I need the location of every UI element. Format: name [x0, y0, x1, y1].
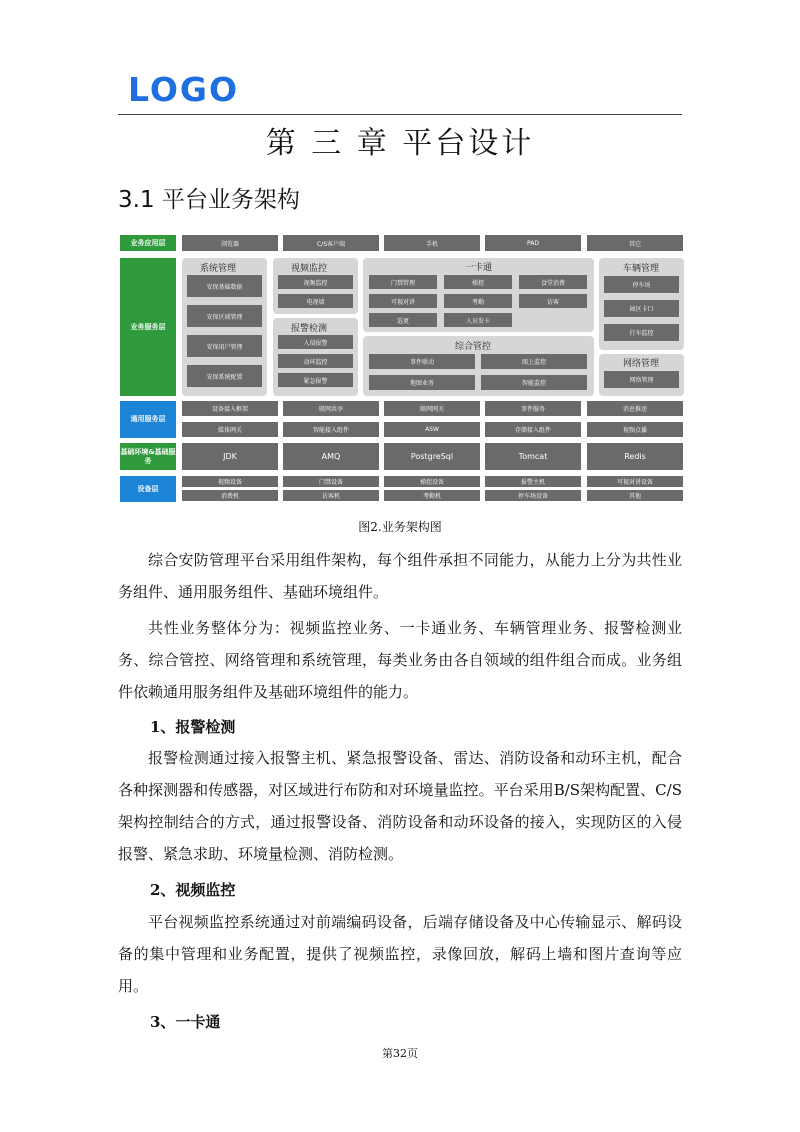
group-item: 人员发卡 [444, 313, 512, 327]
group-item: 安保系统配置 [187, 365, 262, 387]
group-item: 动环监控 [278, 354, 353, 368]
layer-label-app: 业务应用层 [120, 235, 176, 251]
app-item: C/S客户端 [283, 235, 379, 251]
device-item: 梯控设备 [384, 476, 480, 487]
app-item: 浏览器 [182, 235, 278, 251]
common-item: 智能接入组件 [283, 422, 379, 437]
heading-alarm-detection: 1、报警检测 [150, 718, 236, 736]
figure-caption: 图2.业务架构图 [358, 520, 442, 534]
layer-label-common: 通用服务层 [120, 401, 176, 438]
group-item: 入侵报警 [278, 335, 353, 349]
common-item: 存储接入组件 [485, 422, 581, 437]
app-item: PAD [485, 235, 581, 251]
paragraph-intro: 综合安防管理平台采用组件架构，每个组件承担不同能力，从能力上分为共性业务组件、通用服务组件、基础环境组件。 [118, 551, 682, 601]
paragraph-business-overview: 共性业务整体分为：视频监控业务、一卡通业务、车辆管理业务、报警检测业务、综合管控、网络管理和系统管理，每类业务由各自领域的组件组合而成。业务组件依赖通用服务组件及基础环境组件的能力。 [118, 619, 682, 701]
device-item: 可视对讲设备 [587, 476, 683, 487]
group-item: 食堂消费 [519, 275, 587, 289]
group-alarm-detection [273, 318, 358, 396]
group-item: 电视墙 [278, 294, 353, 308]
group-title: 车辆管理 [623, 264, 660, 274]
logo: LOGO [128, 70, 240, 109]
common-item: 设备接入框架 [182, 401, 278, 416]
device-item: 停车场设备 [485, 490, 581, 501]
group-item: 安保基础数据 [187, 275, 262, 297]
device-item: 考勤机 [384, 490, 480, 501]
architecture-diagram [120, 235, 685, 503]
section-title: 3.1 平台业务架构 [118, 187, 300, 213]
heading-video-monitoring: 2、视频监控 [150, 881, 236, 899]
group-item: 可视对讲 [369, 294, 437, 308]
group-item: 图上监控 [481, 354, 587, 369]
group-item: 视频监控 [278, 275, 353, 289]
common-item: 媒体网关 [182, 422, 278, 437]
group-title: 视频监控 [291, 264, 328, 274]
group-item: 安保用户管理 [187, 335, 262, 357]
group-title: 报警检测 [291, 324, 328, 334]
group-item: 巡更 [369, 313, 437, 327]
base-item: AMQ [283, 443, 379, 470]
group-vehicle-management [599, 258, 684, 350]
page-number: 第32页 [382, 1047, 418, 1060]
group-item: 紧急报警 [278, 373, 353, 387]
group-item: 安保区域管理 [187, 305, 262, 327]
group-video-monitoring [273, 258, 358, 314]
group-one-card [363, 258, 594, 332]
layer-label-base: 基础环境&基础服务 [120, 443, 176, 470]
group-item: 梯控 [444, 275, 512, 289]
group-title: 网络管理 [623, 359, 660, 369]
app-item: 其它 [587, 235, 683, 251]
device-item: 报警主机 [485, 476, 581, 487]
common-item: ASW [384, 422, 480, 437]
base-item: JDK [182, 443, 278, 470]
device-item: 访客机 [283, 490, 379, 501]
group-item: 访客 [519, 294, 587, 308]
group-item: 网络管理 [604, 371, 679, 388]
paragraph-alarm-detection: 报警检测通过接入报警主机、紧急报警设备、雷达、消防设备和动环主机，配合各种探测器和传感器，对区域进行布防和对环境量监控。平台采用B/S架构配置、C/S 架构控制结合的方式，通过报警设备、消防设备和动环设备的接入，实现防区的入侵报警、紧急求助、环境量检测、消防检测。 [118, 749, 682, 863]
group-system-management [182, 258, 267, 396]
base-item: Redis [587, 443, 683, 470]
common-item: 事件服务 [485, 401, 581, 416]
group-title: 系统管理 [200, 264, 237, 274]
device-item: 门禁设备 [283, 476, 379, 487]
group-item: 停车场 [604, 276, 679, 293]
common-item: 视频点播 [587, 422, 683, 437]
common-item: 联网网关 [384, 401, 480, 416]
paragraph-video-monitoring: 平台视频监控系统通过对前端编码设备，后端存储设备及中心传输显示、解码设备的集中管理和业务配置，提供了视频监控，录像回放，解码上墙和图片查询等应用。 [118, 913, 682, 995]
chapter-title: 第 三 章 平台设计 [265, 126, 535, 161]
device-item: 消费机 [182, 490, 278, 501]
common-item: 联网共享 [283, 401, 379, 416]
base-item: Tomcat [485, 443, 581, 470]
header-divider [118, 114, 682, 115]
group-item: 行车监控 [604, 324, 679, 341]
group-item: 门禁管理 [369, 275, 437, 289]
heading-one-card: 3、一卡通 [150, 1013, 221, 1031]
group-item: 考勤 [444, 294, 512, 308]
group-title: 一卡通 [465, 263, 493, 273]
group-item: 事件联动 [369, 354, 475, 369]
group-item: 地图业务 [369, 375, 475, 390]
group-network-management [599, 354, 684, 396]
layer-label-service: 业务服务层 [120, 258, 176, 396]
group-title: 综合管控 [455, 342, 492, 352]
group-integrated-control [363, 336, 594, 396]
base-item: PostgreSql [384, 443, 480, 470]
device-item: 视频设备 [182, 476, 278, 487]
app-item: 手机 [384, 235, 480, 251]
group-item: 园区卡口 [604, 300, 679, 317]
group-item: 智能监控 [481, 375, 587, 390]
device-item: 其他 [587, 490, 683, 501]
layer-label-device: 设备层 [120, 476, 176, 502]
common-item: 消息推送 [587, 401, 683, 416]
